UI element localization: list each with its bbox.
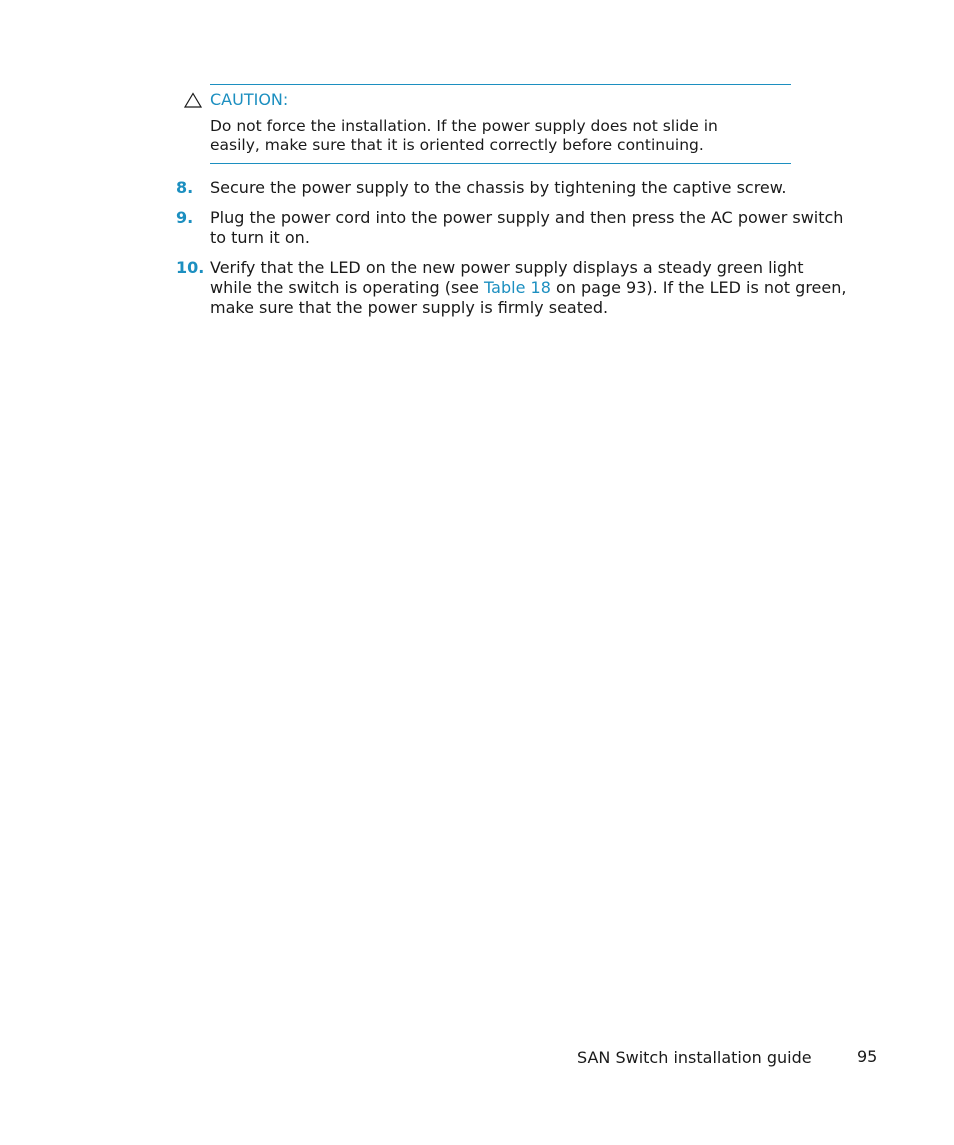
step-text: Plug the power cord into the power supply and then press the AC power switch to turn it on. — [210, 208, 844, 247]
list-item — [176, 178, 856, 198]
step-text — [210, 258, 850, 318]
caution-top-rule — [210, 84, 791, 85]
caution-header — [210, 90, 791, 110]
step-number: 8. — [176, 178, 194, 197]
caution-block — [210, 84, 791, 164]
caution-triangle-icon — [184, 92, 202, 108]
step-number: 10. — [176, 258, 205, 277]
footer-title: SAN Switch installation guide — [577, 1048, 812, 1067]
step-text: Secure the power supply to the chassis by tightening the captive screw. — [210, 178, 787, 197]
step-text-before: Verify that the LED on the new power supply displays a steady green light while the switch is operating (see — [210, 258, 804, 297]
list-item — [176, 258, 856, 318]
caution-text: Do not force the installation. If the power supply does not slide in easily, make sure that it is oriented correctly before continuing. — [210, 117, 718, 154]
caution-bottom-rule — [210, 163, 791, 164]
step-text-after: on page 93). If the LED is not green, make sure that the power supply is firmly seated. — [210, 278, 847, 317]
list-item — [176, 208, 856, 248]
caution-label: CAUTION: — [210, 90, 289, 109]
table-18-link[interactable]: Table 18 — [484, 278, 551, 297]
step-number: 9. — [176, 208, 194, 227]
step-list — [176, 178, 856, 328]
page-number: 95 — [857, 1047, 878, 1066]
